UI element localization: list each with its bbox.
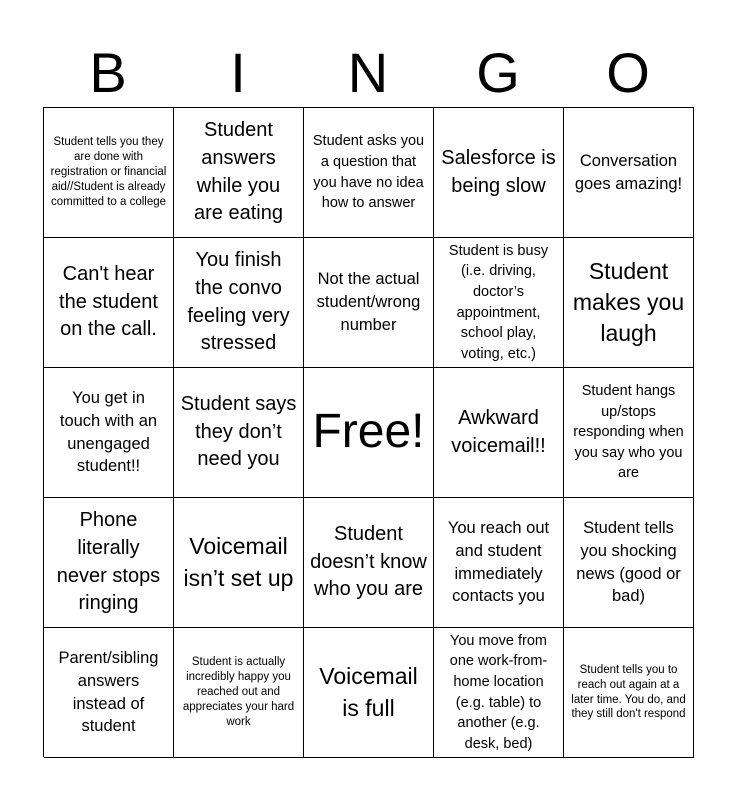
cell-text: Student tells you shocking news (good or bad) bbox=[576, 518, 681, 606]
cell-text: Conversation goes amazing! bbox=[574, 151, 683, 193]
bingo-cell[interactable] bbox=[564, 108, 694, 238]
bingo-cell[interactable] bbox=[564, 628, 694, 758]
cell-text: Phone literally never stops ringing bbox=[56, 509, 161, 615]
bingo-cell[interactable] bbox=[174, 498, 304, 628]
bingo-cell[interactable] bbox=[434, 368, 564, 498]
bingo-cell[interactable] bbox=[304, 628, 434, 758]
header-letter-b: B bbox=[89, 41, 127, 104]
cell-text: You get in touch with an unengaged student!! bbox=[59, 388, 158, 476]
bingo-cell[interactable] bbox=[304, 238, 434, 368]
cell-text: Student hangs up/stops responding when you say who you are bbox=[573, 383, 684, 482]
bingo-cell[interactable] bbox=[434, 498, 564, 628]
bingo-cell[interactable] bbox=[564, 238, 694, 368]
bingo-cell[interactable] bbox=[564, 498, 694, 628]
header-letter-o: O bbox=[606, 41, 650, 104]
bingo-header bbox=[43, 40, 693, 106]
cell-text: Student answers while you are eating bbox=[194, 119, 283, 225]
cell-text: You reach out and student immediately contacts you bbox=[447, 518, 550, 606]
cell-text: You move from one work-from-home location (e.g. table) to another (e.g. desk, bed) bbox=[449, 632, 548, 752]
cell-text: Voicemail is full bbox=[319, 663, 418, 721]
cell-text: Student makes you laugh bbox=[572, 257, 685, 347]
cell-text: Student is actually incredibly happy you reached out and appreciates your hard work bbox=[182, 656, 295, 728]
bingo-cell[interactable] bbox=[44, 368, 174, 498]
cell-text: Awkward voicemail!! bbox=[451, 406, 546, 457]
bingo-cell[interactable] bbox=[44, 238, 174, 368]
cell-text: Parent/sibling answers instead of student bbox=[58, 648, 159, 736]
bingo-cell[interactable] bbox=[44, 498, 174, 628]
bingo-cell[interactable] bbox=[174, 238, 304, 368]
cell-text: Student doesn’t know who you are bbox=[310, 523, 427, 601]
bingo-cell[interactable] bbox=[174, 368, 304, 498]
cell-text: Can't hear the student on the call. bbox=[59, 263, 158, 341]
cell-text: Voicemail isn’t set up bbox=[183, 533, 294, 591]
bingo-cell[interactable] bbox=[434, 108, 564, 238]
bingo-cell[interactable] bbox=[174, 628, 304, 758]
cell-text: Student tells you to reach out again at a later time. You do, and they still don't respond bbox=[571, 663, 686, 721]
header-letter-i: I bbox=[230, 41, 246, 104]
bingo-cell[interactable] bbox=[434, 628, 564, 758]
bingo-board bbox=[43, 107, 694, 757]
cell-text: Student tells you they are done with registration or financial aid//Student is already committed to a college bbox=[50, 136, 167, 208]
header-letter-n: N bbox=[347, 41, 389, 104]
bingo-cell[interactable] bbox=[434, 238, 564, 368]
bingo-cell[interactable] bbox=[564, 368, 694, 498]
free-space-cell[interactable] bbox=[304, 368, 434, 498]
bingo-cell[interactable] bbox=[304, 108, 434, 238]
cell-text: Not the actual student/wrong number bbox=[316, 270, 421, 334]
cell-text: Student is busy (i.e. driving, doctor’s appointment, school play, voting, etc.) bbox=[448, 242, 549, 362]
free-space-text: Free! bbox=[312, 405, 425, 459]
bingo-cell[interactable] bbox=[174, 108, 304, 238]
header-letter-g: G bbox=[476, 41, 520, 104]
bingo-cell[interactable] bbox=[304, 498, 434, 628]
cell-text: You finish the convo feeling very stressed bbox=[187, 249, 290, 355]
bingo-cell[interactable] bbox=[44, 628, 174, 758]
cell-text: Salesforce is being slow bbox=[441, 146, 556, 197]
cell-text: Student says they don’t need you bbox=[180, 393, 297, 471]
bingo-cell[interactable] bbox=[44, 108, 174, 238]
cell-text: Student asks you a question that you have no idea how to answer bbox=[312, 133, 425, 212]
